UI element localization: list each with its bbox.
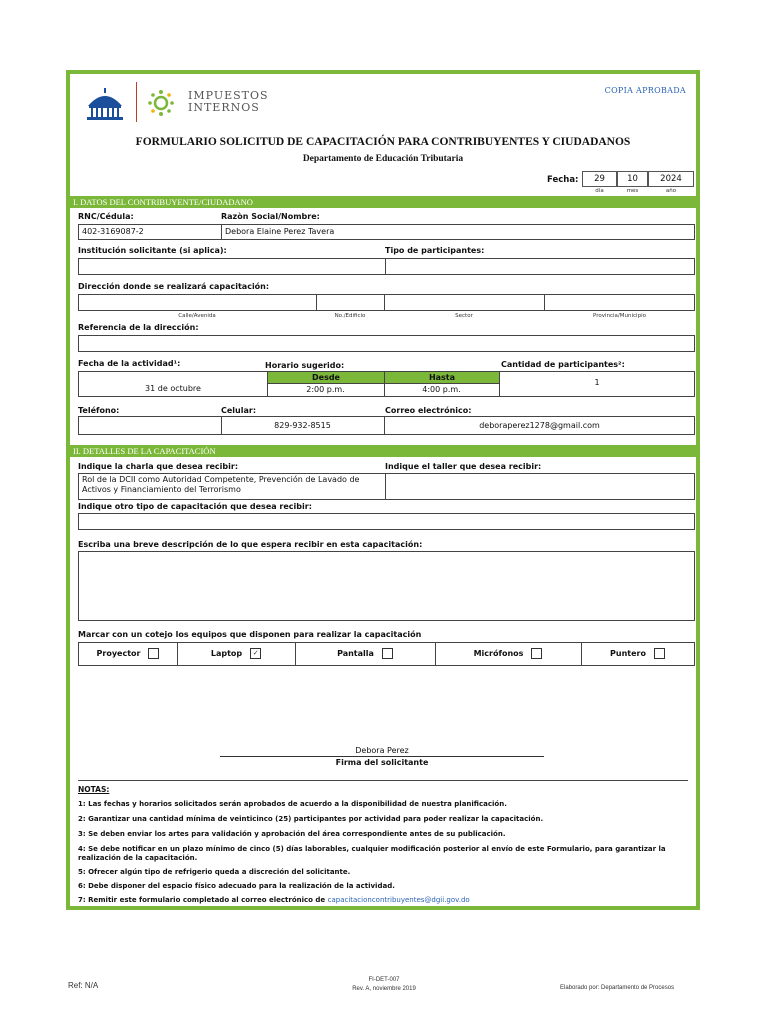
fecha-dia-sublabel: día [595,188,604,194]
puntero-label: Puntero [610,649,646,658]
otro-field[interactable] [78,513,695,530]
footer-code: FI-DET-007 [368,977,400,983]
charla-label: Indique la charla que desea recibir: [78,462,239,471]
proyector-checkbox[interactable] [148,648,159,659]
telefono-label: Teléfono: [78,406,120,415]
equipo-puntero[interactable] [581,643,694,665]
microfonos-label: Micrófonos [473,649,524,658]
equipo-laptop[interactable] [177,643,295,665]
form-frame [66,70,700,910]
institucion-field[interactable] [78,258,386,275]
sun-logo-icon [146,88,180,118]
notas-title: NOTAS: [78,785,110,794]
fecha-actividad-value[interactable]: 31 de octubre [145,384,201,393]
desde-value[interactable]: 2:00 p.m. [306,385,345,394]
footer-rev: Rev. A, noviembre 2019 [352,986,416,992]
equipo-pantalla[interactable] [295,643,435,665]
direccion-field[interactable] [78,294,695,311]
fecha-actividad-label: Fecha de la actividad¹: [78,359,181,368]
tipo-participantes-field[interactable] [385,258,695,275]
logo-text [188,90,269,114]
horario-label: Horario sugerido: [265,361,345,370]
charla-field[interactable]: Rol de la DCII como Autoridad Competente, Prevención de Lavado de Activos y Financiamiento del Terrorismo [78,473,386,500]
razon-field[interactable]: Debora Elaine Perez Tavera [221,224,695,240]
taller-field[interactable] [385,473,695,500]
fecha-mes-sublabel: mes [626,188,639,194]
direccion-separator [316,294,317,311]
direccion-separator [384,294,385,311]
equipos-label: Marcar con un cotejo los equipos que disponen para realizar la capacitación [78,630,422,639]
rnc-field[interactable]: 402-3169087-2 [78,224,222,240]
section-1-header: I. DATOS DEL CONTRIBUYENTE/CIUDADANO [70,196,696,208]
firma-label: Firma del solicitante [335,758,429,767]
razon-label: Razòn Social/Nombre: [221,212,320,221]
equipo-proyector[interactable] [79,643,177,665]
hasta-header: Hasta [384,371,500,384]
proyector-label: Proyector [96,649,141,658]
fecha-anio-sublabel: año [665,188,677,194]
notas-divider [78,780,688,781]
nota-1: 1: Las fechas y horarios solicitados serán aprobados de acuerdo a la disponibilidad de nuestra planificación. [78,800,507,808]
nota-7-email-link[interactable]: capacitacioncontribuyentes@dgii.gov.do [327,896,470,904]
institucion-label: Institución solicitante (si aplica): [78,246,227,255]
logo-text-line1: IMPUESTOS [188,89,269,102]
fecha-mes-field[interactable]: 10 [617,171,648,187]
fecha-dia-field[interactable]: 29 [582,171,617,187]
nota-3: 3: Se deben enviar los artes para validación y aprobación del área correspondiente antes de su publicación. [78,830,506,838]
desde-header: Desde [267,371,385,384]
otro-label: Indique otro tipo de capacitación que desea recibir: [78,502,312,511]
firma-line [220,756,544,757]
logo-text-line2: INTERNOS [188,101,260,114]
correo-value[interactable]: deboraperez1278@gmail.com [479,421,600,430]
laptop-label: Laptop [210,649,243,658]
cantidad-label: Cantidad de participantes²: [501,360,625,369]
descripcion-field[interactable] [78,551,695,621]
direccion-provincia-sublabel: Provincia/Municipio [593,313,646,319]
tipo-participantes-label: Tipo de participantes: [385,246,485,255]
direccion-label: Dirección donde se realizará capacitación: [78,282,270,291]
referencia-field[interactable] [78,335,695,352]
nota-6: 6: Debe disponer del espacio físico adecuado para la realización de la actividad. [78,882,395,890]
cantidad-value[interactable]: 1 [594,378,600,387]
firma-nombre: Debora Perez [355,746,409,755]
hasta-value[interactable]: 4:00 p.m. [422,385,461,394]
microfonos-checkbox[interactable] [531,648,542,659]
celular-label: Celular: [221,406,257,415]
correo-label: Correo electrónico: [385,406,472,415]
rnc-label: RNC/Cédula: [78,212,134,221]
fecha-anio-field[interactable]: 2024 [648,171,694,187]
laptop-checkbox[interactable]: ✓ [250,648,261,659]
form-subtitle: Departamento de Educación Tributaria [302,154,464,164]
taller-label: Indique el taller que desea recibir: [385,462,542,471]
celular-value[interactable]: 829-932-8515 [274,421,331,430]
logo-divider [136,82,137,122]
equipo-microfonos[interactable] [435,643,581,665]
nota-7-text: 7: Remitir este formulario completado al correo electrónico de [78,896,326,904]
equipos-row [78,642,695,666]
direccion-sector-sublabel: Sector [455,313,473,319]
direccion-separator [544,294,545,311]
direccion-no-sublabel: No./Edificio [334,313,366,319]
footer-elaborado: Elaborado por: Departamento de Procesos [560,985,675,991]
pantalla-checkbox[interactable] [382,648,393,659]
footer-ref: Ref: N/A [68,981,99,990]
nota-4: 4: Se debe notificar en un plazo mínimo de cinco (5) días laborables, cualquier modificación posterior al envío de este Formulario, para garantizar la realización de la capacitación. [78,845,666,862]
pantalla-label: Pantalla [337,649,374,658]
form-title: FORMULARIO SOLICITUD DE CAPACITACIÓN PARA CONTRIBUYENTES Y CIUDADANOS [135,136,631,148]
nota-7 [78,896,688,905]
puntero-checkbox[interactable] [654,648,665,659]
nota-2: 2: Garantizar una cantidad mínima de veinticinco (25) participantes por actividad para poder realizar la capacitación. [78,815,544,823]
descripcion-label: Escriba una breve descripción de lo que espera recibir en esta capacitación: [78,540,423,549]
referencia-label: Referencia de la dirección: [78,323,199,332]
section-2-header: II. DETALLES DE LA CAPACITACIÓN [70,445,696,457]
government-building-icon [80,84,130,124]
fecha-label: Fecha: [547,175,579,185]
copia-aprobada-stamp: COPIA APROBADA [604,86,686,95]
direccion-calle-sublabel: Calle/Avenida [178,313,216,319]
nota-5: 5: Ofrecer algún tipo de refrigerio queda a discreción del solicitante. [78,868,351,876]
